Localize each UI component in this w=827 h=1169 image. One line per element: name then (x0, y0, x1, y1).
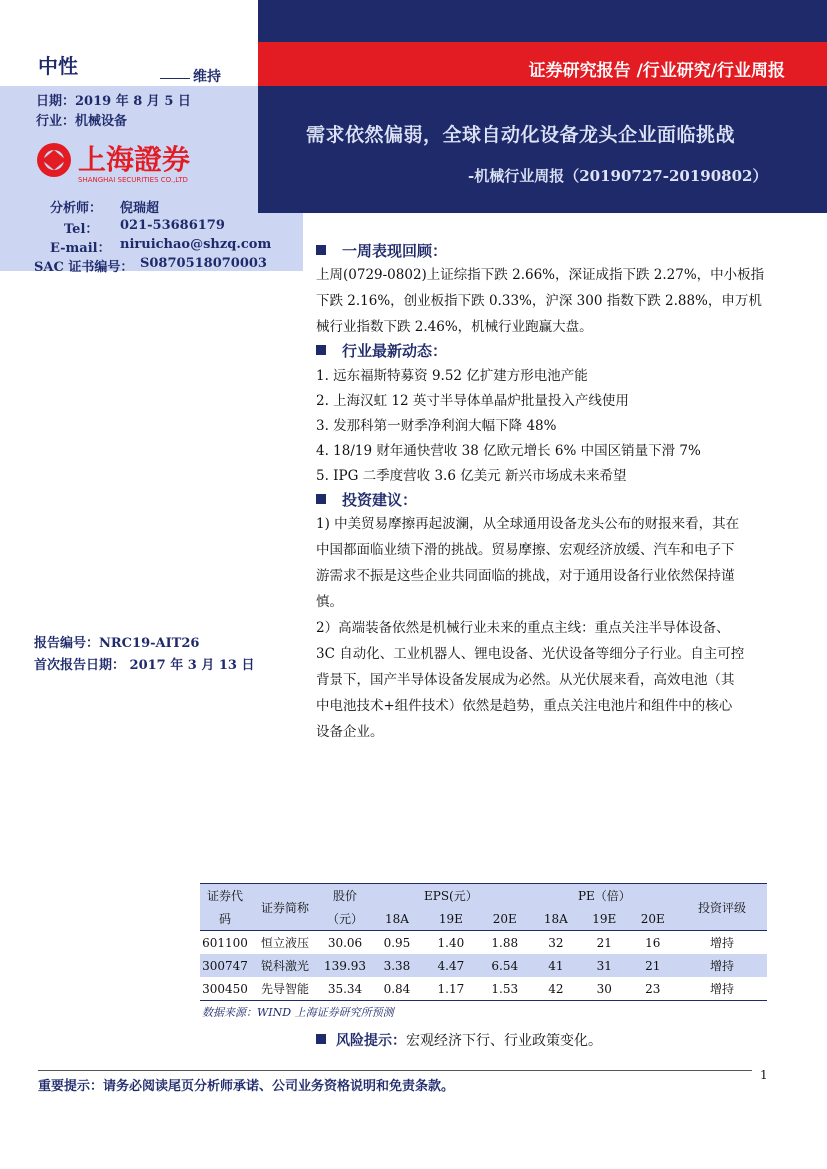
square-bullet-icon (316, 245, 326, 255)
cell-eps: 0.95 (370, 931, 424, 955)
cell-pe: 21 (629, 954, 678, 977)
cell-price: 30.06 (320, 931, 370, 955)
sac-value: S0870518070003 (140, 256, 267, 271)
cell-rating: 增持 (677, 977, 767, 1001)
news-item: 4. 18/19 财年通快营收 38 亿欧元增长 6% 中国区销量下滑 7% (316, 443, 701, 459)
cell-eps: 1.53 (478, 977, 532, 1001)
cell-rating: 增持 (677, 954, 767, 977)
th-pe: PE（倍） (532, 884, 677, 908)
page-number: 1 (760, 1068, 768, 1082)
risk-title: 风险提示： (336, 1033, 406, 1049)
th-code-2: 码 (200, 907, 250, 931)
logo-en-text: SHANGHAI SECURITIES CO.,LTD (78, 176, 188, 184)
news-item: 3. 发那科第一财季净利润大幅下降 48% (316, 418, 557, 434)
table-row (200, 954, 767, 977)
review-line: 上周(0729-0802)上证综指下跌 2.66%，深证成指下跌 2.27%，中小板指 (316, 267, 765, 283)
analyst-label: 分析师： (50, 201, 103, 216)
report-type: 证券研究报告 /行业研究/行业周报 (528, 61, 785, 81)
email-value: niruichao@shzq.com (120, 237, 272, 252)
news-item: 5. IPG 二季度营收 3.6 亿美元 新兴市场成未来希望 (316, 468, 627, 484)
th-eps-20e: 20E (478, 907, 532, 931)
analyst-name: 倪瑞超 (120, 201, 160, 216)
review-paragraph (316, 262, 770, 340)
th-eps-18a: 18A (370, 907, 424, 931)
section-advice-label: 投资建议： (342, 491, 418, 509)
section-review-title (316, 240, 447, 261)
tel-label: Tel： (64, 222, 99, 237)
cell-eps: 1.17 (424, 977, 478, 1001)
section-news-label: 行业最新动态： (342, 342, 448, 360)
rating-change: 维持 (193, 69, 221, 85)
risk-section (316, 1030, 602, 1050)
table-row (200, 977, 767, 1001)
cell-pe: 32 (532, 931, 580, 955)
th-pe-19e: 19E (580, 907, 628, 931)
cell-pe: 16 (629, 931, 678, 955)
th-eps-19e: 19E (424, 907, 478, 931)
first-report-date: 首次报告日期： 2017 年 3 月 13 日 (34, 658, 255, 673)
news-item: 1. 远东福斯特募资 9.52 亿扩建方形电池产能 (316, 368, 588, 384)
cell-price: 35.34 (320, 977, 370, 1001)
th-price-unit: （元） (320, 907, 370, 931)
cell-name: 恒立液压 (250, 931, 320, 955)
sac-label: SAC 证书编号： (34, 260, 134, 275)
cell-eps: 1.40 (424, 931, 478, 955)
cell-eps: 3.38 (370, 954, 424, 977)
cell-pe: 41 (532, 954, 580, 977)
report-number: 报告编号：NRC19-AIT26 (34, 636, 200, 651)
th-pe-18a: 18A (532, 907, 580, 931)
report-industry: 行业：机械设备 (36, 114, 128, 129)
advice-line: 1) 中美贸易摩擦再起波澜，从全球通用设备龙头公布的财报来看，其在 (316, 516, 740, 532)
risk-text: 宏观经济下行、行业政策变化。 (406, 1033, 602, 1049)
square-bullet-icon (316, 1034, 326, 1044)
advice-line: 慎。 (316, 594, 343, 610)
shanghai-securities-logo-icon (34, 138, 234, 186)
footer-divider (38, 1070, 752, 1071)
header-top-bar (258, 0, 827, 42)
cell-eps: 6.54 (478, 954, 532, 977)
cell-code: 601100 (200, 931, 250, 955)
section-news-title (316, 340, 447, 361)
table-row (200, 931, 767, 955)
cell-code: 300747 (200, 954, 250, 977)
advice-line: 3C 自动化、工业机器人、锂电设备、光伏设备等细分子行业。自主可控 (316, 646, 745, 662)
email-label: E-mail： (50, 241, 111, 256)
news-item: 2. 上海汉虹 12 英寸半导体单晶炉批量投入产线使用 (316, 393, 629, 409)
cell-pe: 42 (532, 977, 580, 1001)
advice-line: 游需求不振是这些企业共同面临的挑战，对于通用设备行业依然保持谨 (316, 568, 735, 584)
footer-note: 重要提示：请务必阅读尾页分析师承诺、公司业务资格说明和免责条款。 (38, 1079, 455, 1094)
section-advice-title (316, 489, 417, 510)
cell-price: 139.93 (320, 954, 370, 977)
cell-rating: 增持 (677, 931, 767, 955)
table-source: 数据来源：WIND 上海证券研究所预测 (202, 1006, 394, 1019)
advice-line: 2）高端装备依然是机械行业未来的重点主线：重点关注半导体设备、 (316, 620, 730, 636)
cell-eps: 4.47 (424, 954, 478, 977)
rating: 中性 (38, 54, 78, 78)
th-name: 证券简称 (250, 884, 320, 931)
advice-line: 中电池技术+组件技术）依然是趋势，重点关注电池片和组件中的核心 (316, 698, 733, 714)
th-price: 股价 (320, 884, 370, 908)
cell-name: 锐科激光 (250, 954, 320, 977)
advice-line: 中国都面临业绩下滑的挑战。贸易摩擦、宏观经济放缓、汽车和电子下 (316, 542, 735, 558)
cell-pe: 23 (629, 977, 678, 1001)
th-eps: EPS(元） (370, 884, 532, 908)
logo-cn-text: 上海證券 (78, 143, 191, 176)
section-review-label: 一周表现回顾： (342, 242, 448, 260)
title-panel (258, 86, 827, 213)
cell-pe: 30 (580, 977, 628, 1001)
report-date: 日期：2019 年 8 月 5 日 (36, 94, 191, 109)
review-line: 械行业指数下跌 2.46%，机械行业跑赢大盘。 (316, 319, 593, 335)
th-pe-20e: 20E (629, 907, 678, 931)
report-title: 需求依然偏弱，全球自动化设备龙头企业面临挑战 (306, 124, 736, 146)
cell-eps: 0.84 (370, 977, 424, 1001)
rating-divider (160, 78, 190, 79)
cell-pe: 31 (580, 954, 628, 977)
review-line: 下跌 2.16%，创业板指下跌 0.33%，沪深 300 指数下跌 2.88%，申万机 (316, 293, 762, 309)
report-subtitle: -机械行业周报（20190727-20190802） (468, 167, 768, 185)
valuation-table (200, 883, 767, 1001)
square-bullet-icon (316, 494, 326, 504)
cell-code: 300450 (200, 977, 250, 1001)
advice-paragraph (316, 511, 770, 745)
advice-line: 设备企业。 (316, 724, 384, 740)
cell-pe: 21 (580, 931, 628, 955)
cell-name: 先导智能 (250, 977, 320, 1001)
cell-eps: 1.88 (478, 931, 532, 955)
square-bullet-icon (316, 345, 326, 355)
tel-value: 021-53686179 (120, 218, 225, 233)
advice-line: 背景下，国产半导体设备发展成为必然。从光伏展来看，高效电池（其 (316, 672, 735, 688)
th-rating: 投资评级 (677, 884, 767, 931)
th-code: 证券代 (200, 884, 250, 908)
